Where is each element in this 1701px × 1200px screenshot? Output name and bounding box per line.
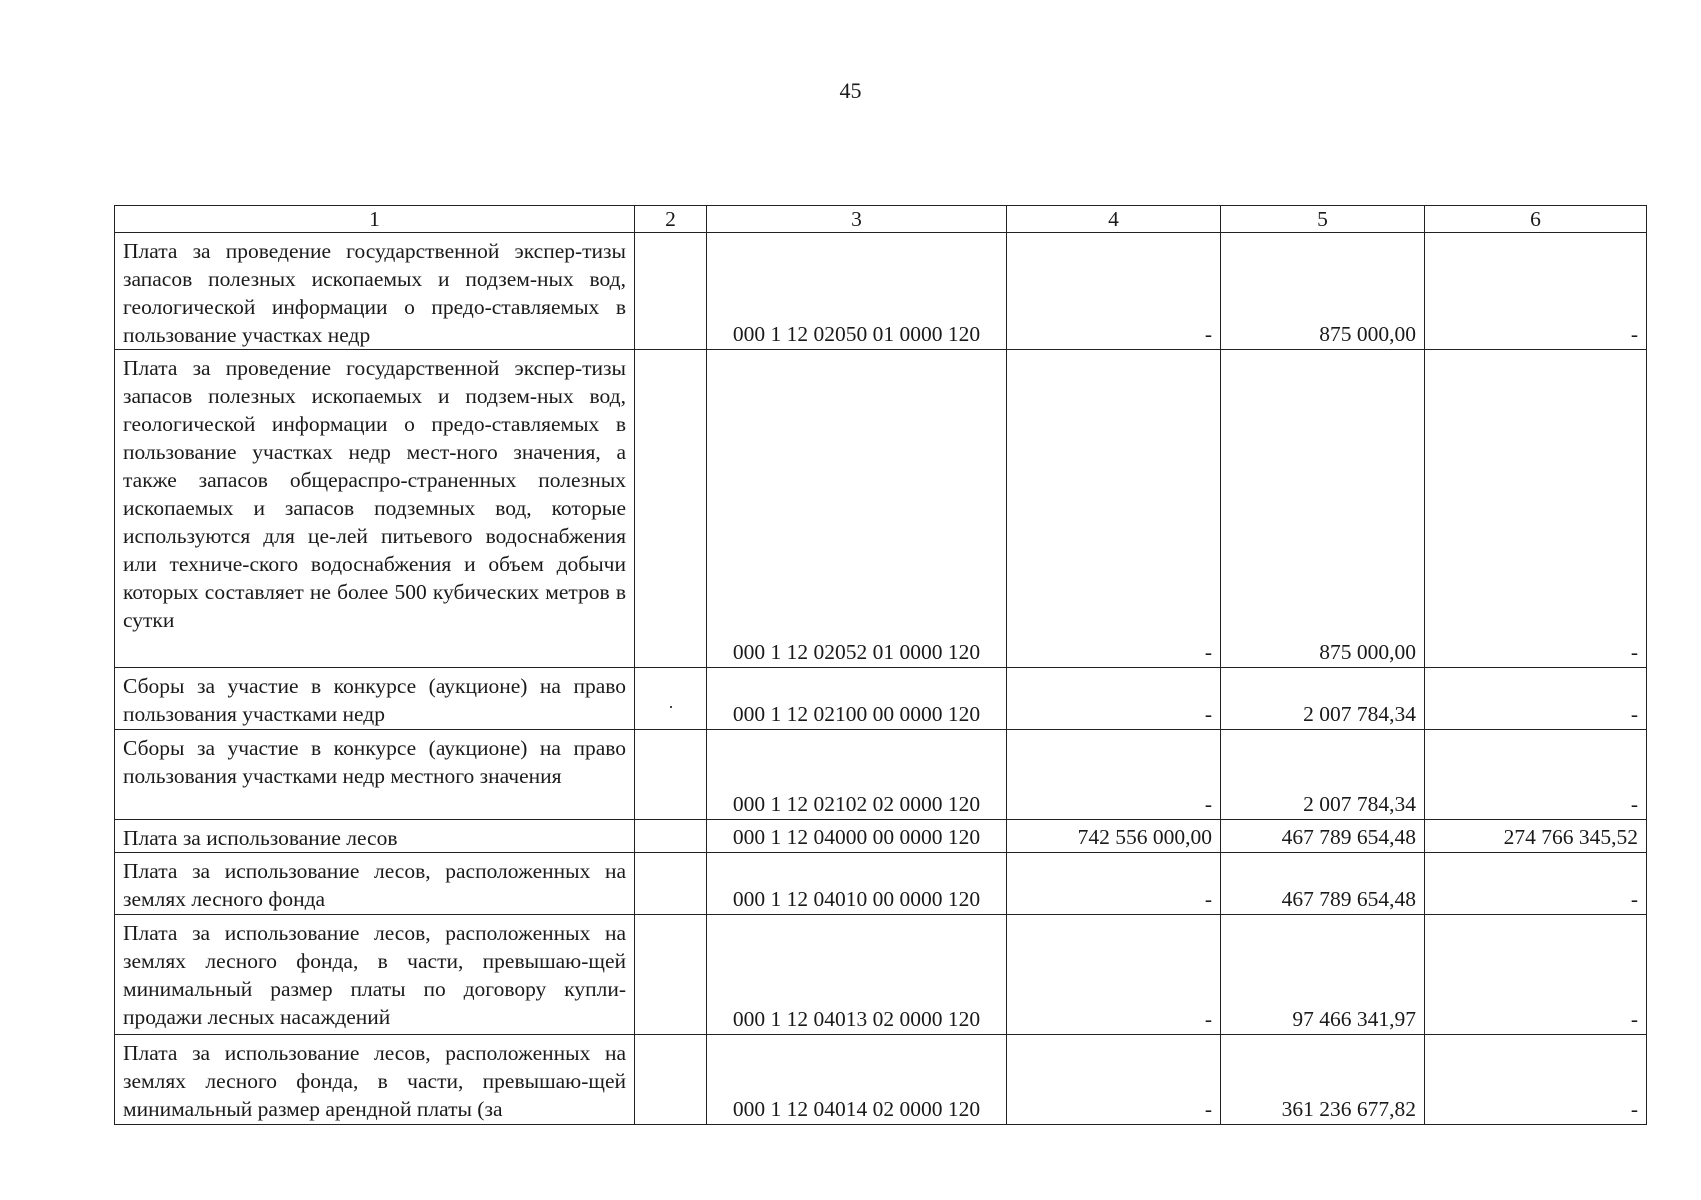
budget-code: 000 1 12 04000 00 0000 120 — [707, 820, 1007, 853]
table-row — [115, 820, 1647, 853]
col4-value: 742 556 000,00 — [1007, 820, 1221, 853]
col6-value: - — [1425, 350, 1647, 668]
column-header-1: 1 — [115, 206, 635, 233]
revenue-name: Плата за проведение государственной экспер-тизы запасов полезных ископаемых и подзем-ных вод, геологической информации о предо-ставляемых в пользование участках недр мест-ного значения, а также запасов общераспро-страненных полезных ископаемых и запасов подземных вод, которые используются для це-лей питьевого водоснабжения или техниче-ского водоснабжения и объем добычи которых составляет не более 500 кубических метров в сутки — [115, 350, 635, 668]
budget-code: 000 1 12 02052 01 0000 120 — [707, 350, 1007, 668]
page-number: 45 — [839, 78, 862, 103]
column-header-6: 6 — [1425, 206, 1647, 233]
column-header-4: 4 — [1007, 206, 1221, 233]
col4-value: - — [1007, 668, 1221, 730]
revenue-name: Плата за проведение государственной экспер-тизы запасов полезных ископаемых и подзем-ных вод, геологической информации о предо-ставляемых в пользование участках недр — [115, 233, 635, 350]
col5-value: 2 007 784,34 — [1221, 668, 1425, 730]
budget-code: 000 1 12 02050 01 0000 120 — [707, 233, 1007, 350]
revenue-table — [114, 205, 1647, 1125]
col6-value: - — [1425, 233, 1647, 350]
row-col2 — [635, 820, 707, 853]
revenue-name: Плата за использование лесов, расположенных на землях лесного фонда, в части, превышаю-щей минимальный размер платы по договору купли-продажи лесных насаждений — [115, 915, 635, 1035]
row-col2 — [635, 350, 707, 668]
col5-value: 467 789 654,48 — [1221, 820, 1425, 853]
budget-code: 000 1 12 02102 02 0000 120 — [707, 730, 1007, 820]
col5-value: 361 236 677,82 — [1221, 1035, 1425, 1125]
col6-value: - — [1425, 1035, 1647, 1125]
table-row — [115, 915, 1647, 1035]
col4-value: - — [1007, 915, 1221, 1035]
revenue-name: Плата за использование лесов, расположенных на землях лесного фонда, в части, превышаю-щей минимальный размер арендной платы (за — [115, 1035, 635, 1125]
col5-value: 2 007 784,34 — [1221, 730, 1425, 820]
col6-value: 274 766 345,52 — [1425, 820, 1647, 853]
column-header-5: 5 — [1221, 206, 1425, 233]
table-row — [115, 668, 1647, 730]
col4-value: - — [1007, 1035, 1221, 1125]
column-header-2: 2 — [635, 206, 707, 233]
table-row — [115, 853, 1647, 915]
column-header-3: 3 — [707, 206, 1007, 233]
revenue-name: Сборы за участие в конкурсе (аукционе) на право пользования участками недр — [115, 668, 635, 730]
row-col2 — [635, 668, 707, 730]
col6-value: - — [1425, 853, 1647, 915]
col5-value: 467 789 654,48 — [1221, 853, 1425, 915]
budget-code: 000 1 12 02100 00 0000 120 — [707, 668, 1007, 730]
table-row — [115, 350, 1647, 668]
col5-value: 875 000,00 — [1221, 233, 1425, 350]
budget-code: 000 1 12 04013 02 0000 120 — [707, 915, 1007, 1035]
table-row — [115, 1035, 1647, 1125]
col6-value: - — [1425, 730, 1647, 820]
col5-value: 97 466 341,97 — [1221, 915, 1425, 1035]
revenue-name: Сборы за участие в конкурсе (аукционе) на право пользования участками недр местного значения — [115, 730, 635, 820]
col4-value: - — [1007, 233, 1221, 350]
col6-value: - — [1425, 668, 1647, 730]
col4-value: - — [1007, 730, 1221, 820]
row-col2 — [635, 730, 707, 820]
table-row — [115, 730, 1647, 820]
col4-value: - — [1007, 350, 1221, 668]
table-row — [115, 233, 1647, 350]
scan-speck — [670, 706, 672, 708]
revenue-name: Плата за использование лесов, расположенных на землях лесного фонда — [115, 853, 635, 915]
budget-code: 000 1 12 04010 00 0000 120 — [707, 853, 1007, 915]
row-col2 — [635, 853, 707, 915]
col4-value: - — [1007, 853, 1221, 915]
row-col2 — [635, 233, 707, 350]
col5-value: 875 000,00 — [1221, 350, 1425, 668]
row-col2 — [635, 1035, 707, 1125]
header-row — [115, 206, 1647, 233]
revenue-name: Плата за использование лесов — [115, 820, 635, 853]
budget-code: 000 1 12 04014 02 0000 120 — [707, 1035, 1007, 1125]
col6-value: - — [1425, 915, 1647, 1035]
row-col2 — [635, 915, 707, 1035]
